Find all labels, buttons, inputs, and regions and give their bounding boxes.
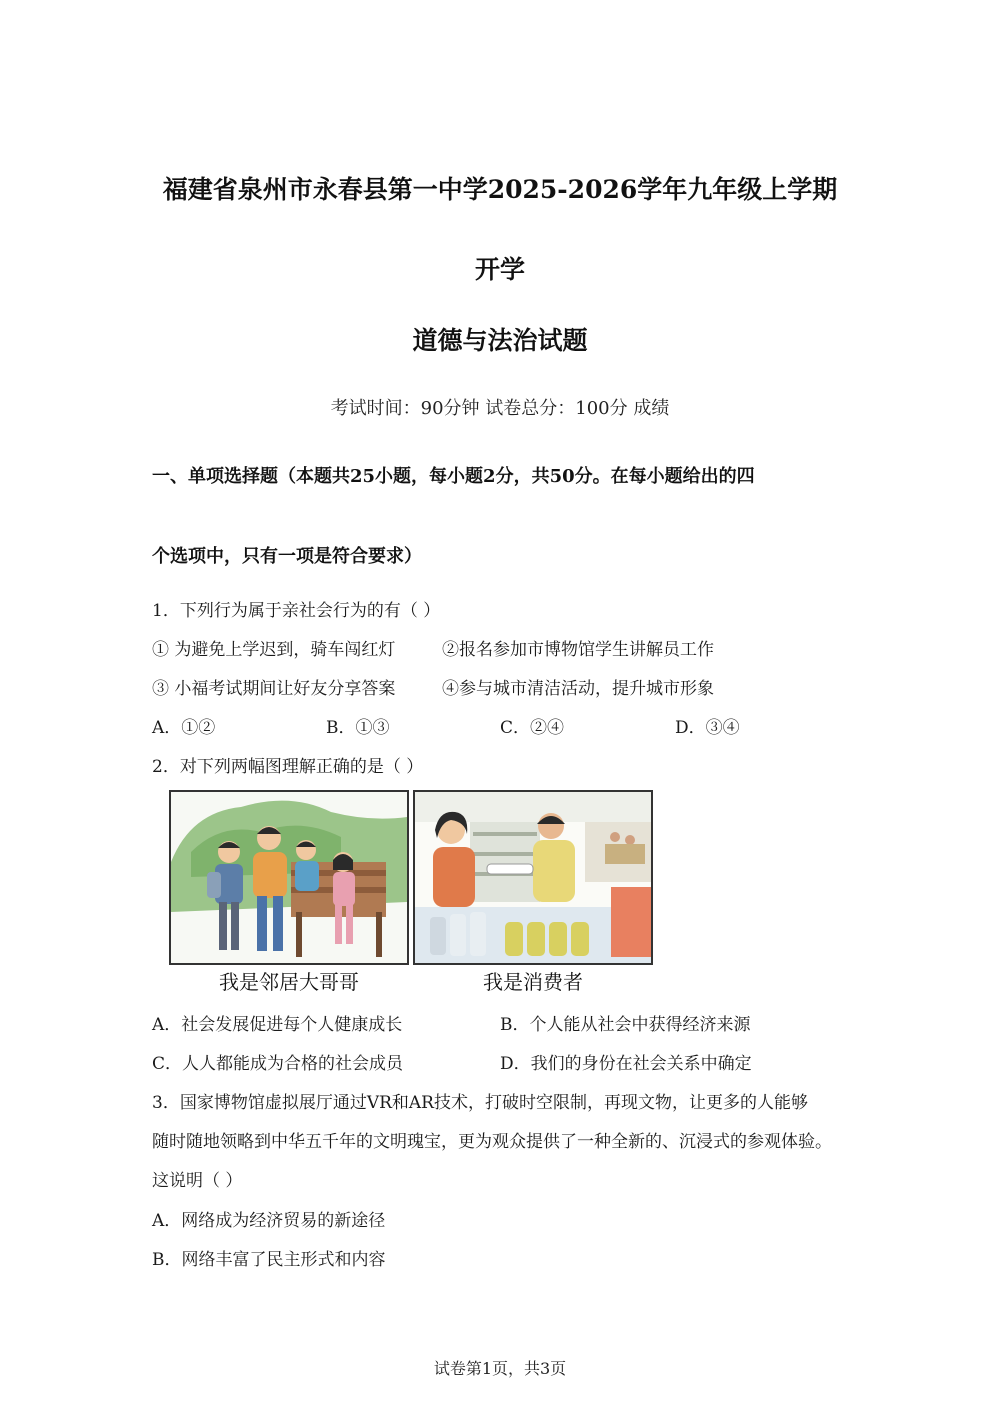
- question-3-option-b[interactable]: B．网络丰富了民主形式和内容: [152, 1250, 386, 1270]
- question-1-stem: 1．下列行为属于亲社会行为的有（ ）: [152, 601, 441, 621]
- illustration-neighbor-children: [169, 790, 409, 965]
- question-1-item-1: ① 为避免上学迟到，骑车闯红灯: [152, 640, 396, 660]
- caption-neighbor: 我是邻居大哥哥: [219, 970, 359, 994]
- question-2-option-d[interactable]: D．我们的身份在社会关系中确定: [500, 1054, 752, 1074]
- question-2-option-a[interactable]: A．社会发展促进每个人健康成长: [152, 1015, 403, 1035]
- illustration-consumer-shopping: [413, 790, 653, 965]
- question-1-option-b[interactable]: B．①③: [326, 718, 390, 738]
- question-2-option-c[interactable]: C．人人都能成为合格的社会成员: [152, 1054, 404, 1074]
- question-3-stem-line-1: 3．国家博物馆虚拟展厅通过VR和AR技术，打破时空限制，再现文物，让更多的人能够: [152, 1093, 808, 1113]
- question-1-option-a[interactable]: A．①②: [152, 718, 216, 738]
- title-line-1: 福建省泉州市永春县第一中学2025-2026学年九年级上学期: [162, 175, 838, 204]
- question-3-option-a[interactable]: A．网络成为经济贸易的新途径: [152, 1211, 386, 1231]
- exam-info: 考试时间：90分钟 试卷总分：100分 成绩: [330, 398, 670, 419]
- question-2-stem: 2．对下列两幅图理解正确的是（ ）: [152, 757, 424, 777]
- question-1-item-2: ②报名参加市博物馆学生讲解员工作: [442, 640, 714, 660]
- title-subject: 道德与法治试题: [412, 326, 588, 355]
- question-1-option-d[interactable]: D．③④: [675, 718, 740, 738]
- question-3-stem-line-2: 随时随地领略到中华五千年的文明瑰宝，更为观众提供了一种全新的、沉浸式的参观体验。: [152, 1132, 832, 1152]
- question-3-stem-line-3: 这说明（ ）: [152, 1171, 243, 1191]
- question-1-item-3: ③ 小福考试期间让好友分享答案: [152, 679, 396, 699]
- caption-consumer: 我是消费者: [483, 970, 583, 994]
- question-1-option-c[interactable]: C．②④: [500, 718, 565, 738]
- question-2-option-b[interactable]: B．个人能从社会中获得经济来源: [500, 1015, 751, 1035]
- title-line-2: 开学: [474, 255, 525, 284]
- question-1-item-4: ④参与城市清洁活动，提升城市形象: [442, 679, 714, 699]
- page-footer: 试卷第1页，共3页: [433, 1359, 567, 1378]
- section-heading-line-2: 个选项中，只有一项是符合要求）: [152, 546, 422, 567]
- section-heading-line-1: 一、单项选择题（本题共25小题，每小题2分，共50分。在每小题给出的四: [152, 466, 755, 487]
